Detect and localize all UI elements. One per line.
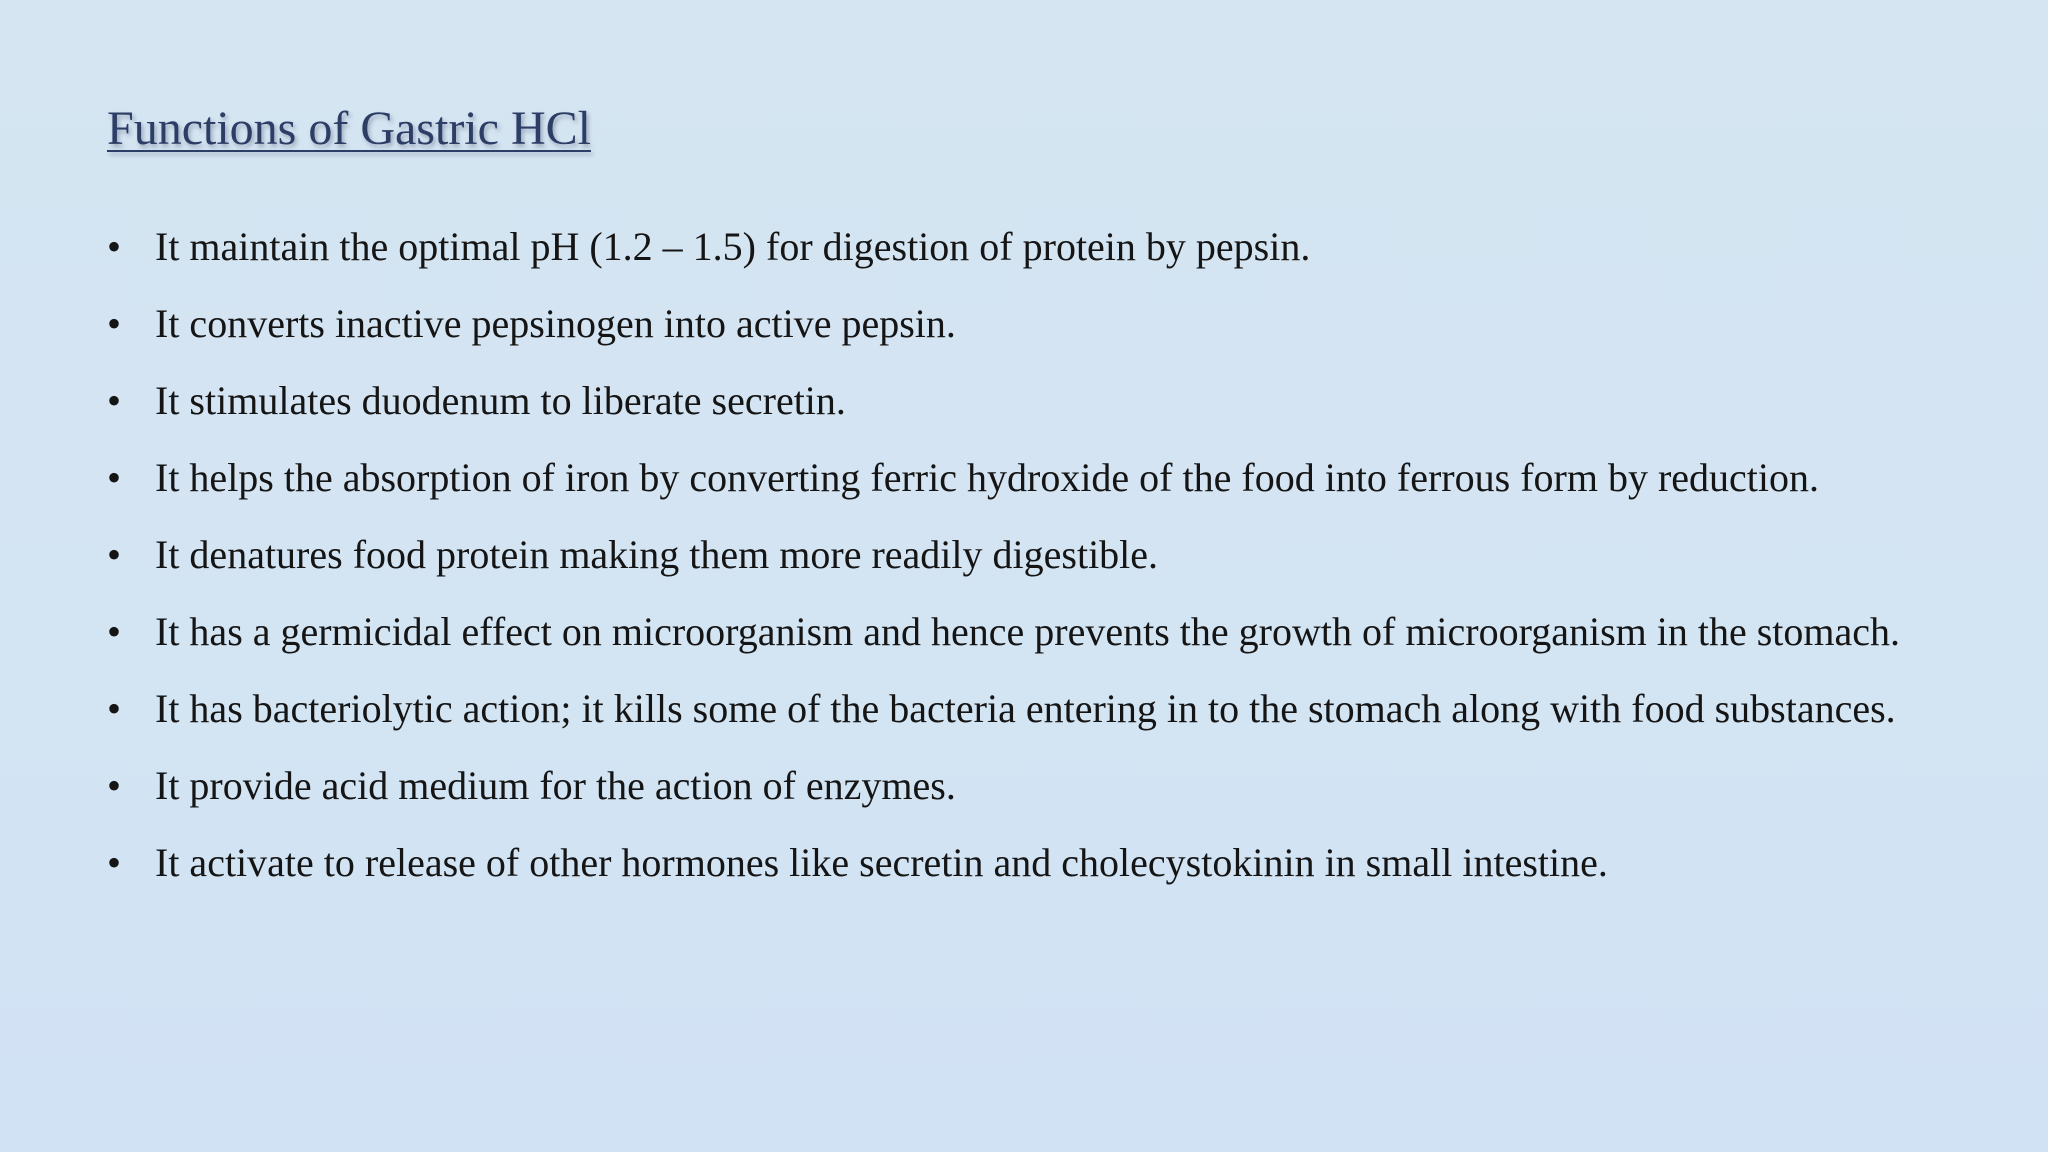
- bullet-text: It converts inactive pepsinogen into active pepsin.: [155, 301, 956, 346]
- bullet-item: [107, 439, 1941, 516]
- bullet-icon: •: [107, 686, 122, 731]
- bullet-list: [107, 208, 1941, 901]
- bullet-icon: •: [107, 763, 122, 808]
- bullet-icon: •: [107, 609, 122, 654]
- bullet-text: It provide acid medium for the action of enzymes.: [155, 763, 956, 808]
- bullet-item: [107, 362, 1941, 439]
- bullet-icon: •: [107, 378, 122, 423]
- bullet-item: [107, 824, 1941, 901]
- bullet-item: [107, 670, 1941, 747]
- bullet-item: [107, 285, 1941, 362]
- bullet-icon: •: [107, 301, 122, 346]
- bullet-text: It has a germicidal effect on microorganism and hence prevents the growth of microorganism in the stomach.: [155, 609, 1901, 654]
- bullet-text: It has bacteriolytic action; it kills some of the bacteria entering in to the stomach along with food substances.: [155, 686, 1896, 731]
- bullet-text: It helps the absorption of iron by converting ferric hydroxide of the food into ferrous form by reduction.: [155, 455, 1820, 500]
- bullet-icon: •: [107, 840, 122, 885]
- bullet-text: It stimulates duodenum to liberate secretin.: [155, 378, 846, 423]
- bullet-text: It denatures food protein making them more readily digestible.: [155, 532, 1159, 577]
- bullet-icon: •: [107, 532, 122, 577]
- bullet-icon: •: [107, 455, 122, 500]
- bullet-text: It activate to release of other hormones like secretin and cholecystokinin in small intestine.: [155, 840, 1608, 885]
- bullet-item: [107, 747, 1941, 824]
- slide-title: Functions of Gastric HCl: [107, 102, 591, 155]
- bullet-icon: •: [107, 224, 122, 269]
- bullet-item: [107, 516, 1941, 593]
- bullet-item: [107, 593, 1941, 670]
- bullet-item: [107, 208, 1941, 285]
- bullet-text: It maintain the optimal pH (1.2 – 1.5) for digestion of protein by pepsin.: [155, 224, 1311, 269]
